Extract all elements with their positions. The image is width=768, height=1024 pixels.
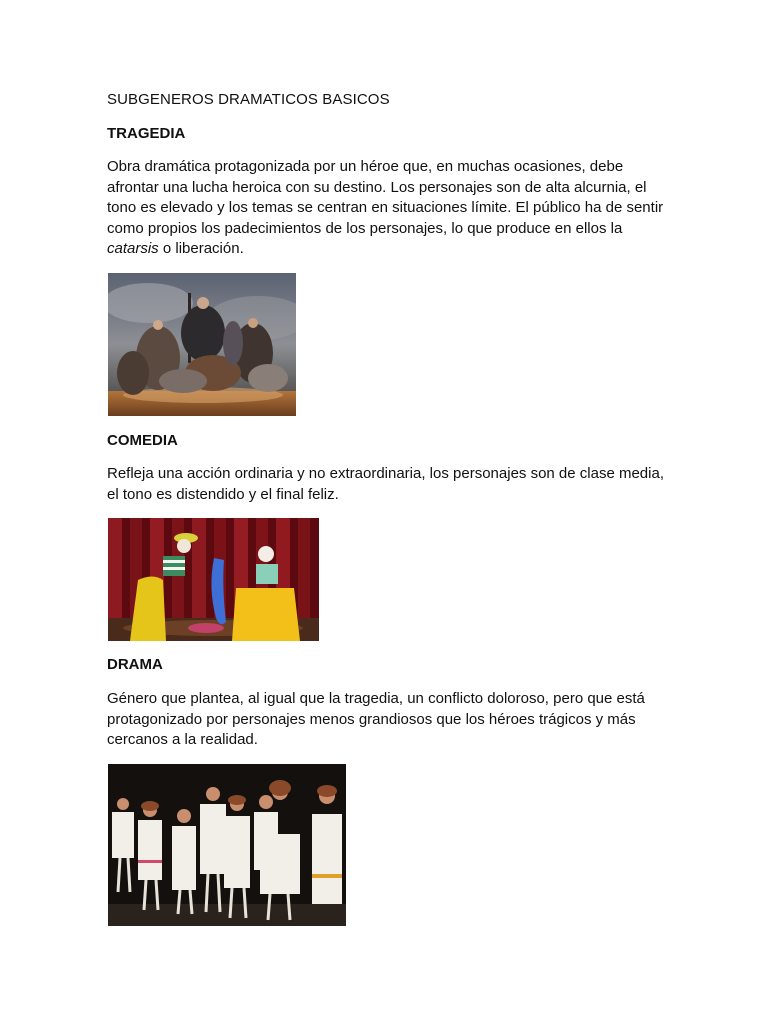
paragraph-tragedia-text: Obra dramática protagonizada por un héroe que, en muchas ocasiones, debe afrontar una lucha heroica con su destino. Los personajes son de alta alcurnia, el tono es elevado y los temas se centran en situaciones límite. El público ha de sentir como propios los padecimientos de los personajes, lo que produce en ellos la <box>107 158 664 237</box>
paragraph-tragedia-end: o liberación. <box>158 240 244 258</box>
paragraph-comedia: Refleja una acción ordinaria y no extraordinaria, los personajes son de clase media, el tono es distendido y el final feliz. <box>107 465 664 503</box>
heading-comedia: COMEDIA <box>107 432 178 449</box>
paragraph-drama: Género que plantea, al igual que la tragedia, un conflicto doloroso, pero que está protagonizado por personajes menos grandiosos que los héroes trágicos y más cercanos a la realidad. <box>107 690 645 749</box>
comedy-stage-photo <box>108 518 319 641</box>
drama-stage-photo <box>108 764 346 926</box>
heading-drama: DRAMA <box>107 656 163 673</box>
heading-tragedia: TRAGEDIA <box>107 125 186 142</box>
catarsis-italic: catarsis <box>107 240 159 258</box>
document-title: SUBGENEROS DRAMATICOS BASICOS <box>107 91 390 108</box>
tragedy-stage-photo <box>108 273 296 416</box>
paragraph-tragedia <box>107 157 667 260</box>
